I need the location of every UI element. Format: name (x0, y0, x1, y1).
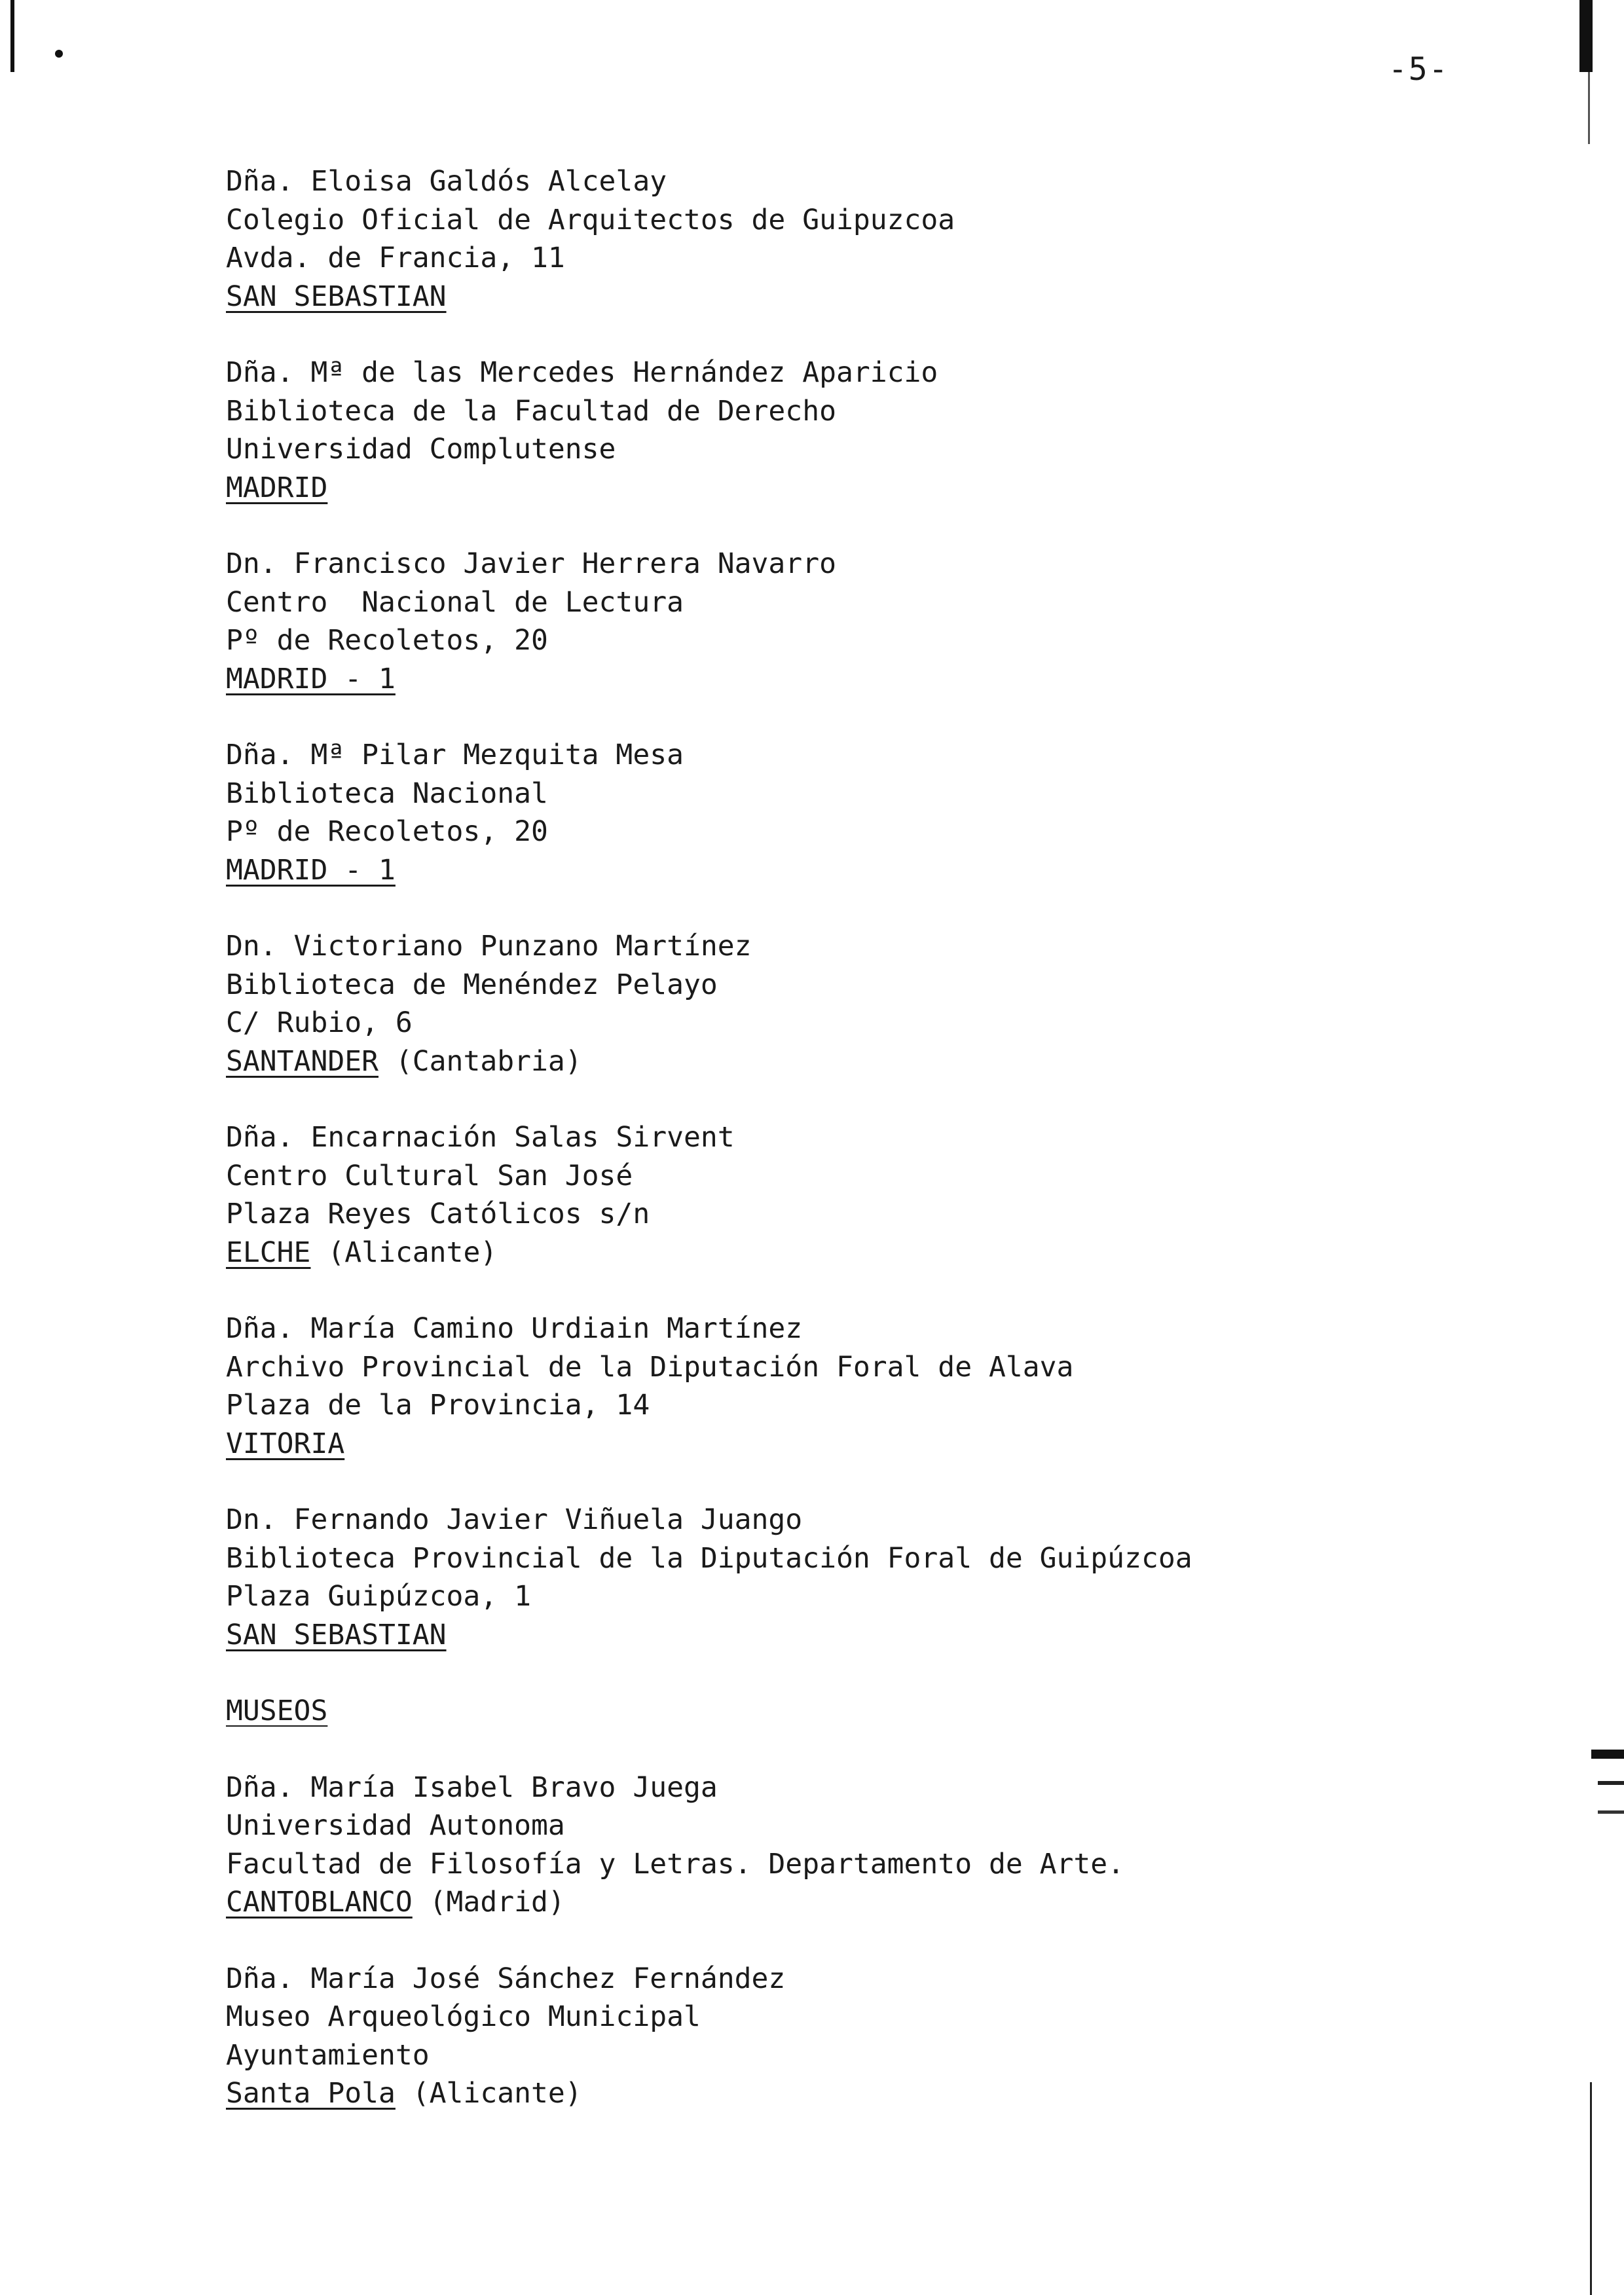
city-region: (Alicante) (310, 1236, 498, 1269)
person-name: Dn. Fernando Javier Viñuela Juango (226, 1503, 803, 1536)
scan-edge-mark (1591, 1750, 1624, 1759)
city-region: (Cantabria) (378, 1044, 582, 1078)
address-entry (226, 927, 1536, 1080)
city-name: MADRID (226, 471, 328, 504)
address-line: Avda. de Francia, 11 (226, 242, 565, 274)
city-line (226, 1883, 1536, 1922)
address-line: Museo Arqueológico Municipal (226, 2000, 701, 2033)
city-name: SAN SEBASTIAN (226, 280, 447, 313)
city-name: MADRID - 1 (226, 853, 396, 887)
scan-edge-line-right (1588, 72, 1590, 144)
city-line (226, 1234, 1536, 1272)
address-entry (226, 1769, 1536, 1922)
city-line (226, 2074, 1536, 2113)
address-list (226, 162, 1536, 2151)
city-line (226, 1425, 1536, 1463)
address-entry (226, 162, 1536, 316)
address-entry (226, 1960, 1536, 2113)
city-name: VITORIA (226, 1427, 345, 1460)
person-name: Dña. María José Sánchez Fernández (226, 1962, 786, 1995)
address-line: Ayuntamiento (226, 2038, 430, 2072)
person-name: Dn. Francisco Javier Herrera Navarro (226, 547, 836, 580)
person-name: Dña. Mª Pilar Mezquita Mesa (226, 739, 684, 771)
city-line (226, 278, 1536, 316)
address-line: Archivo Provincial de la Diputación Foral de Alava (226, 1350, 1074, 1384)
city-line (226, 1042, 1536, 1081)
address-line: Universidad Autonoma (226, 1809, 565, 1842)
city-name: CANTOBLANCO (226, 1886, 413, 1919)
address-line: Universidad Complutense (226, 433, 616, 466)
scan-edge-mark-right (1579, 0, 1593, 72)
address-entry (226, 354, 1536, 507)
city-region: (Madrid) (412, 1886, 565, 1919)
scan-edge-line (1590, 2082, 1592, 2295)
address-entry (226, 1501, 1536, 1654)
person-name: Dña. María Camino Urdiain Martínez (226, 1312, 803, 1345)
address-line: Biblioteca Nacional (226, 777, 548, 810)
address-line: Plaza Reyes Católicos s/n (226, 1198, 650, 1230)
person-name: Dña. Mª de las Mercedes Hernández Aparicio (226, 356, 938, 389)
city-line (226, 851, 1536, 890)
city-line (226, 1616, 1536, 1655)
address-line: Biblioteca de la Facultad de Derecho (226, 394, 836, 428)
address-line: C/ Rubio, 6 (226, 1006, 413, 1039)
address-line: Pº de Recoletos, 20 (226, 815, 548, 848)
address-line: Pº de Recoletos, 20 (226, 624, 548, 657)
address-line: Biblioteca Provincial de la Diputación Foral de Guipúzcoa (226, 1541, 1192, 1575)
page-number: -5- (1388, 51, 1449, 88)
address-line: Centro Nacional de Lectura (226, 585, 684, 619)
address-entry (226, 736, 1536, 889)
city-line (226, 469, 1536, 507)
city-name: SANTANDER (226, 1044, 378, 1078)
section-title: MUSEOS (226, 1695, 328, 1727)
city-name: SAN SEBASTIAN (226, 1618, 447, 1651)
person-name: Dña. Eloisa Galdós Alcelay (226, 165, 667, 198)
person-name: Dn. Victoriano Punzano Martínez (226, 930, 752, 963)
address-entry (226, 545, 1536, 698)
address-entry (226, 1118, 1536, 1272)
scan-edge-mark-left (10, 0, 14, 72)
address-line: Centro Cultural San José (226, 1159, 633, 1192)
scan-dot (55, 50, 63, 58)
city-line (226, 660, 1536, 699)
address-line: Facultad de Filosofía y Letras. Departamento de Arte. (226, 1847, 1125, 1881)
person-name: Dña. María Isabel Bravo Juega (226, 1771, 718, 1804)
address-line: Plaza Guipúzcoa, 1 (226, 1580, 531, 1613)
city-name: Santa Pola (226, 2077, 396, 2110)
person-name: Dña. Encarnación Salas Sirvent (226, 1121, 735, 1154)
address-line: Biblioteca de Menéndez Pelayo (226, 968, 718, 1001)
address-entry (226, 1310, 1536, 1463)
scan-edge-mark (1598, 1781, 1624, 1785)
city-name: MADRID - 1 (226, 662, 396, 695)
city-region: (Alicante) (395, 2077, 582, 2110)
scan-edge-mark (1598, 1810, 1624, 1814)
address-line: Plaza de la Provincia, 14 (226, 1389, 650, 1422)
address-line: Colegio Oficial de Arquitectos de Guipuzcoa (226, 203, 955, 236)
city-name: ELCHE (226, 1236, 311, 1269)
